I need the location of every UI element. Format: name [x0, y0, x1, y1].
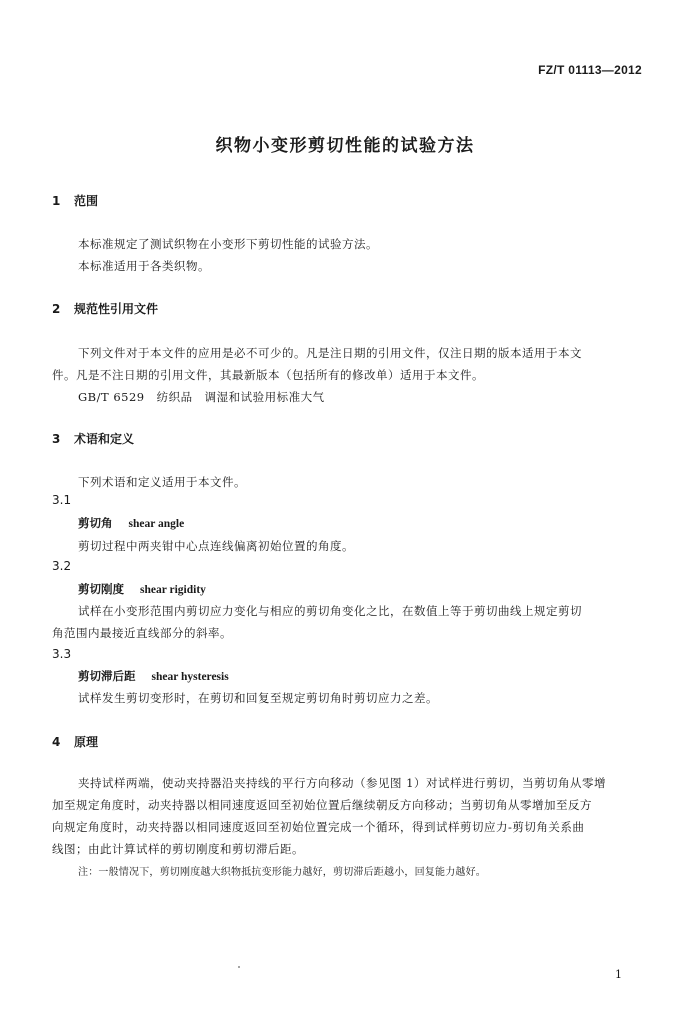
term-entry — [78, 668, 229, 684]
term-definition: 试样在小变形范围内剪切应力变化与相应的剪切角变化之比，在数值上等于剪切曲线上规定剪切 — [78, 604, 582, 618]
term-definition: 试样发生剪切变形时，在剪切和回复至规定剪切角时剪切应力之差。 — [78, 691, 438, 705]
clause-number: 3.1 — [52, 493, 72, 507]
section-title: 规范性引用文件 — [74, 302, 159, 316]
clause-number: 3.2 — [52, 559, 72, 573]
scan-speck — [238, 966, 240, 968]
paragraph-line: 下列文件对于本文件的应用是必不可少的。凡是注日期的引用文件，仅注日期的版本适用于本文 — [78, 346, 582, 360]
section-number: 2 — [52, 302, 61, 316]
paragraph-line: 件。凡是不注日期的引用文件，其最新版本（包括所有的修改单）适用于本文件。 — [52, 368, 484, 382]
section-2-heading — [52, 300, 158, 317]
section-number: 3 — [52, 432, 61, 446]
note: 注：一般情况下，剪切刚度越大织物抵抗变形能力越好，剪切滞后距越小，回复能力越好。 — [78, 867, 486, 878]
term-zh: 剪切刚度 — [78, 582, 124, 596]
term-entry — [78, 515, 184, 531]
clause-number: 3.3 — [52, 647, 72, 661]
paragraph-line: 线图；由此计算试样的剪切刚度和剪切滞后距。 — [52, 842, 304, 856]
section-number: 4 — [52, 735, 61, 749]
paragraph-line: 本标准规定了测试织物在小变形下剪切性能的试验方法。 — [78, 237, 378, 251]
term-definition: 角范围内最接近直线部分的斜率。 — [52, 626, 232, 640]
page-number: 1 — [615, 968, 622, 981]
term-en: shear hysteresis — [151, 671, 229, 683]
paragraph-line: 下列术语和定义适用于本文件。 — [78, 475, 246, 489]
normative-reference: GB/T 6529 纺织品 调湿和试验用标准大气 — [78, 390, 325, 404]
section-number: 1 — [52, 194, 61, 208]
section-title: 原理 — [74, 735, 99, 749]
section-title: 范围 — [74, 194, 99, 208]
paragraph-line: 夹持试样两端，使动夹持器沿夹持线的平行方向移动（参见图 1）对试样进行剪切，当剪切角从零增 — [78, 776, 606, 790]
standard-code: FZ/T 01113—2012 — [538, 63, 642, 77]
term-definition: 剪切过程中两夹钳中心点连线偏离初始位置的角度。 — [78, 539, 354, 553]
paragraph-line: 本标准适用于各类织物。 — [78, 259, 210, 273]
term-en: shear rigidity — [140, 584, 206, 596]
section-4-heading — [52, 733, 98, 750]
paragraph-line: 加至规定角度时，动夹持器以相同速度返回至初始位置后继续朝反方向移动；当剪切角从零增加至反方 — [52, 798, 592, 812]
term-zh: 剪切滞后距 — [78, 669, 136, 683]
term-en: shear angle — [128, 518, 185, 530]
term-entry — [78, 581, 206, 597]
paragraph-line: 向规定角度时，动夹持器以相同速度返回至初始位置完成一个循环，得到试样剪切应力-剪切角关系曲 — [52, 820, 585, 834]
section-3-heading — [52, 430, 134, 447]
document-title: 织物小变形剪切性能的试验方法 — [215, 136, 475, 156]
section-1-heading — [52, 192, 98, 209]
section-title: 术语和定义 — [74, 432, 135, 446]
term-zh: 剪切角 — [78, 516, 113, 530]
